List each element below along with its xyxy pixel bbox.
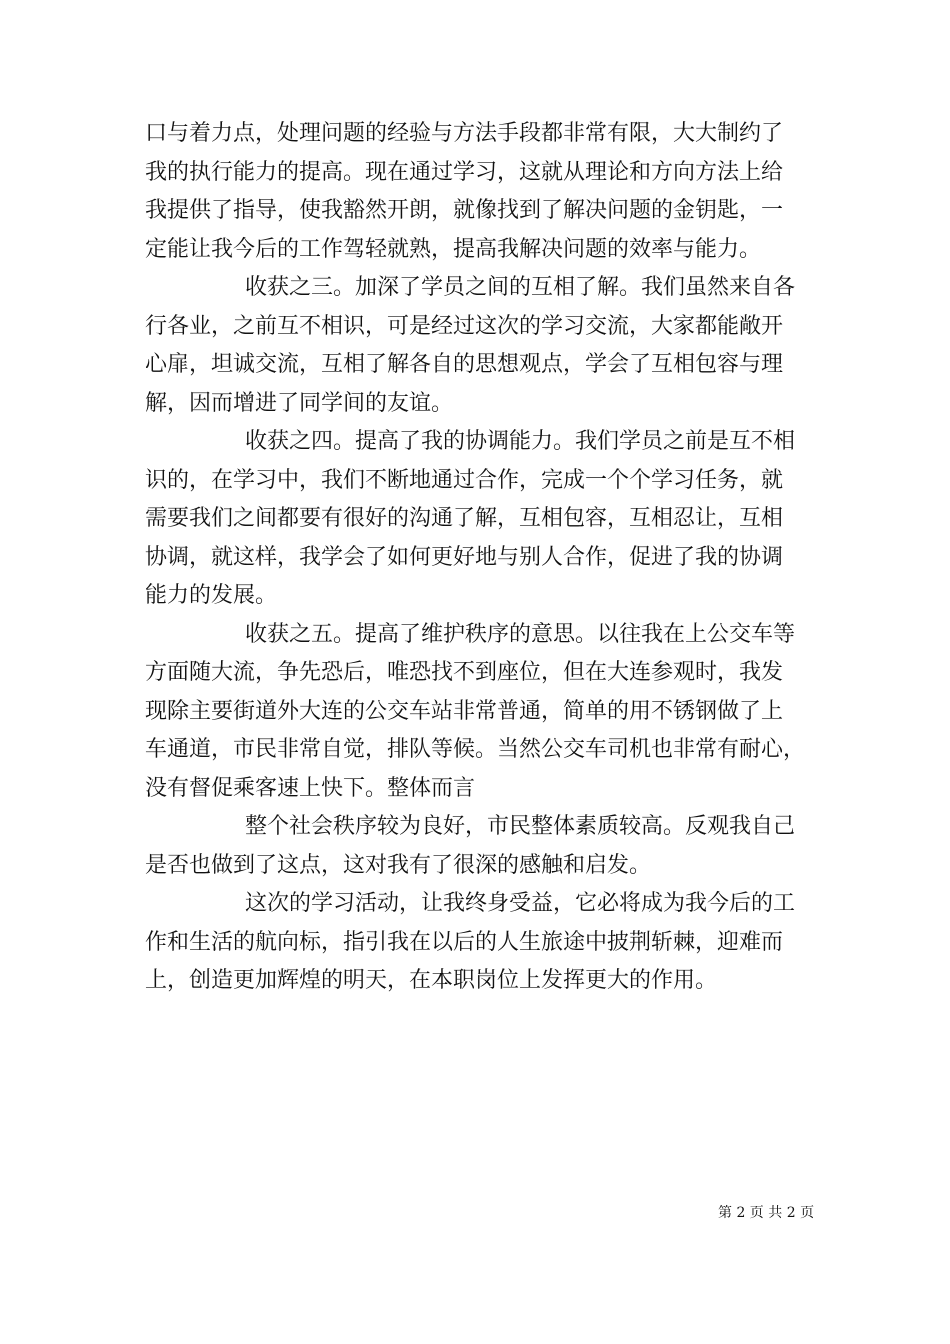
text-line: 整个社会秩序较为良好，市民整体素质较高。反观我自己: [245, 814, 796, 839]
text-line: 方面随大流，争先恐后，唯恐找不到座位，但在大连参观时，我发: [145, 660, 784, 685]
paragraph-5: [145, 808, 825, 885]
text-line: 作和生活的航向标，指引我在以后的人生旅途中披荆斩棘，迎难而: [145, 929, 784, 955]
text-line: 识的，在学习中，我们不断地通过合作，完成一个个学习任务，就: [145, 467, 784, 493]
text-line: 行各业，之前互不相识，可是经过这次的学习交流，大家都能敞开: [145, 313, 784, 339]
text-line: 上，创造更加辉煌的明天，在本职岗位上发挥更大的作用。: [145, 968, 718, 993]
paragraph-3: [145, 423, 825, 616]
text-line: 车通道，市民非常自觉，排队等候。当然公交车司机也非常有耐心，: [145, 737, 806, 762]
text-line: 收获之五。提高了维护秩序的意思。以往我在上公交车等: [245, 621, 796, 647]
text-line: 定能让我今后的工作驾轻就熟，提高我解决问题的效率与能力。: [145, 236, 762, 262]
text-line: 心扉，坦诚交流，互相了解各自的思想观点，学会了互相包容与理: [145, 352, 784, 377]
paragraph-4: [145, 616, 825, 809]
text-line: 能力的发展。: [145, 583, 278, 608]
page-number-footer: 第 2 页 共 2 页: [718, 1205, 815, 1221]
paragraph-2: [145, 269, 825, 423]
text-line: 这次的学习活动，让我终身受益，它必将成为我今后的工: [245, 891, 796, 916]
text-line: 是否也做到了这点，这对我有了很深的感触和启发。: [145, 852, 652, 878]
text-line: 我的执行能力的提高。现在通过学习，这就从理论和方向方法上给: [145, 159, 784, 185]
text-line: 收获之四。提高了我的协调能力。我们学员之前是互不相: [245, 429, 796, 454]
text-line: 口与着力点，处理问题的经验与方法手段都非常有限，大大制约了: [145, 121, 784, 146]
text-line: 需要我们之间都要有很好的沟通了解，互相包容，互相忍让，互相: [145, 506, 784, 531]
paragraph-1: [145, 115, 825, 269]
text-line: 现除主要街道外大连的公交车站非常普通，简单的用不锈钢做了上: [145, 698, 784, 724]
text-line: 没有督促乘客速上快下。整体而言: [145, 775, 476, 801]
text-line: 解，因而增进了同学间的友谊。: [145, 390, 454, 416]
text-line: 我提供了指导，使我豁然开朗，就像找到了解决问题的金钥匙，一: [145, 198, 784, 223]
text-line: 收获之三。加深了学员之间的互相了解。我们虽然来自各: [245, 275, 796, 300]
text-line: 协调，就这样，我学会了如何更好地与别人合作，促进了我的协调: [145, 544, 784, 570]
document-body: [145, 115, 825, 1001]
paragraph-6: [145, 885, 825, 1001]
